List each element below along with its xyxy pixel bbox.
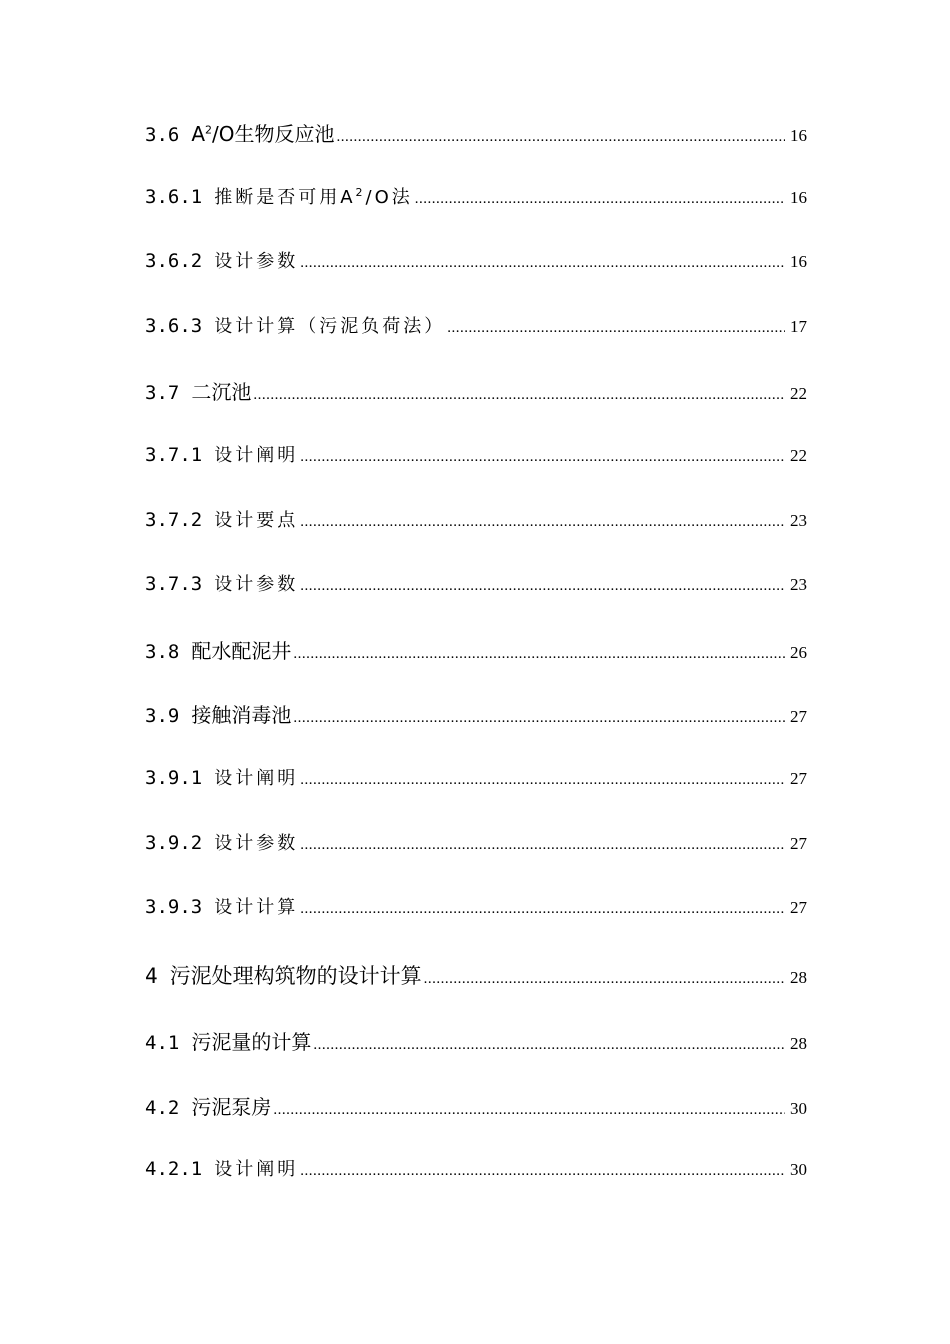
- toc-page-number: 27: [790, 833, 807, 853]
- toc-entry[interactable]: [145, 829, 807, 894]
- toc-entry[interactable]: [145, 441, 807, 506]
- table-of-contents: [145, 118, 807, 1220]
- toc-title: 接触消毒池: [191, 703, 292, 728]
- toc-dot-leader: [424, 972, 785, 987]
- toc-page-number: 22: [790, 384, 807, 404]
- toc-page-number: 27: [790, 768, 807, 788]
- toc-dot-leader: [300, 1164, 785, 1179]
- toc-page-number: 27: [790, 898, 807, 918]
- toc-title: 设计参数: [214, 574, 299, 596]
- toc-dot-leader: [447, 321, 785, 336]
- toc-number: 3.9.1: [145, 766, 203, 789]
- toc-entry[interactable]: [145, 1026, 807, 1091]
- toc-dot-leader: [300, 256, 785, 271]
- toc-title: $A^2/O$生物反应池: [191, 122, 335, 146]
- toc-dot-leader: [337, 130, 786, 145]
- toc-page-number: 28: [790, 1034, 807, 1054]
- toc-dot-leader: [293, 647, 785, 662]
- toc-title: 设计参数: [214, 251, 299, 273]
- toc-dot-leader: [415, 192, 785, 207]
- toc-entry[interactable]: [145, 506, 807, 571]
- toc-number: 3.9: [145, 705, 180, 728]
- toc-page-number: 30: [790, 1160, 807, 1180]
- toc-number: 4.2.1: [145, 1158, 203, 1181]
- toc-entry[interactable]: [145, 699, 807, 764]
- toc-page-number: 28: [790, 967, 807, 987]
- toc-number: 3.9.3: [145, 896, 203, 919]
- toc-title: 污泥处理构筑物的设计计算: [169, 963, 422, 988]
- toc-title: 推断是否可用$A^2/O$法: [214, 185, 413, 208]
- toc-entry[interactable]: [145, 893, 807, 960]
- toc-title: 污泥量的计算: [191, 1030, 312, 1055]
- toc-dot-leader: [300, 450, 785, 465]
- toc-page-number: 16: [790, 252, 807, 272]
- toc-entry[interactable]: [145, 1091, 807, 1156]
- toc-entry[interactable]: [145, 312, 807, 377]
- toc-title: 设计计算（污泥负荷法）: [214, 315, 446, 337]
- toc-number: 3.7: [145, 382, 180, 405]
- toc-dot-leader: [313, 1038, 785, 1053]
- toc-number: 4.1: [145, 1032, 180, 1055]
- toc-page-number: 22: [790, 445, 807, 465]
- toc-number: 3.6.3: [145, 314, 203, 337]
- toc-title: 设计计算: [214, 897, 299, 919]
- toc-title: 设计要点: [214, 509, 299, 531]
- toc-entry[interactable]: [145, 118, 807, 183]
- toc-title: 设计阐明: [214, 444, 299, 466]
- toc-entry[interactable]: [145, 247, 807, 312]
- toc-entry[interactable]: [145, 183, 807, 248]
- toc-title: 二沉池: [191, 380, 252, 405]
- toc-title: 设计阐明: [214, 1159, 299, 1181]
- toc-title: 设计阐明: [214, 767, 299, 789]
- toc-number: 3.7.2: [145, 508, 203, 531]
- toc-page-number: 16: [790, 126, 807, 145]
- toc-page-number: 27: [790, 707, 807, 727]
- toc-entry[interactable]: [145, 376, 807, 441]
- toc-dot-leader: [300, 902, 785, 917]
- toc-page-number: 30: [790, 1098, 807, 1118]
- toc-number: 3.7.1: [145, 443, 203, 466]
- toc-dot-leader: [300, 838, 785, 853]
- toc-entry[interactable]: [145, 764, 807, 829]
- toc-entry[interactable]: [145, 1155, 807, 1220]
- toc-entry[interactable]: [145, 570, 807, 635]
- toc-page-number: 17: [790, 316, 807, 336]
- toc-page-number: 16: [790, 187, 807, 207]
- toc-number: 3.9.2: [145, 831, 203, 854]
- toc-number: 4: [145, 963, 158, 988]
- toc-dot-leader: [293, 711, 785, 726]
- toc-title: 配水配泥井: [191, 638, 292, 663]
- toc-dot-leader: [300, 515, 785, 530]
- toc-entry[interactable]: [145, 960, 807, 1027]
- toc-page-number: 23: [790, 510, 807, 530]
- toc-page-number: 23: [790, 575, 807, 595]
- toc-title: 污泥泵房: [191, 1094, 272, 1119]
- toc-page-number: 26: [790, 642, 807, 662]
- toc-number: 3.8: [145, 640, 180, 663]
- toc-dot-leader: [253, 388, 785, 403]
- toc-number: 3.6.2: [145, 250, 203, 273]
- toc-number: 3.6: [145, 124, 180, 146]
- toc-number: 4.2: [145, 1096, 180, 1119]
- toc-number: 3.7.3: [145, 573, 203, 596]
- toc-entry[interactable]: [145, 635, 807, 700]
- toc-dot-leader: [300, 579, 785, 594]
- toc-dot-leader: [300, 773, 785, 788]
- toc-dot-leader: [273, 1103, 785, 1118]
- toc-number: 3.6.1: [145, 185, 203, 208]
- toc-title: 设计参数: [214, 832, 299, 854]
